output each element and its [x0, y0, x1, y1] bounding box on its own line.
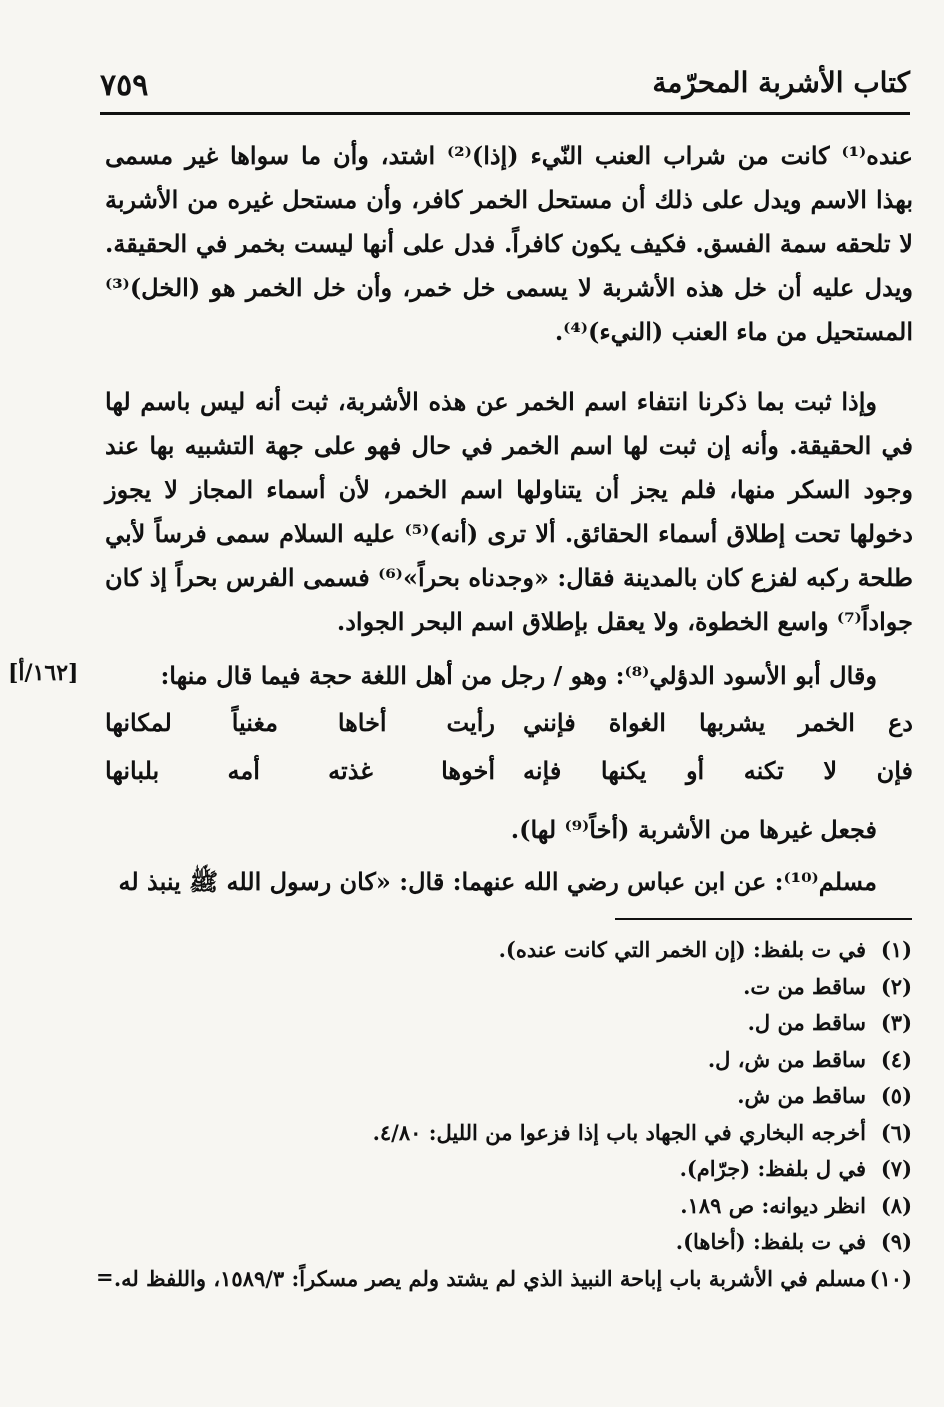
- footnote-number: (٤): [880, 1046, 912, 1072]
- paragraph-text: وإذا ثبت بما ذكرنا انتفاء اسم الخمر عن هذه الأشربة، ثبت أنه ليس باسم لها في الحقيقة. وأنه إن ثبت لها اسم الخمر في حال فهو على جهة التشبيه بها عند وجود السكر منها، فلم يجز أن يتناولها اسم الخمر، لأن أسماء المجاز لا يجوز دخولها تحت إطلاق أسماء الحقائق. ألا ترى (أنه)⁽⁵⁾ عليه السلام سمى فرساً لأبي طلحة ركبه لفزع كان بالمدينة فقال: «وجدناه بحراً»⁽⁶⁾ فسمى الفرس بحراً إذ كان جواداً⁽⁷⁾ واسع الخطوة، ولا يعقل بإطلاق اسم البحر الجواد.: [105, 387, 913, 636]
- body-paragraph-2: [105, 380, 913, 644]
- footnote: [100, 1188, 912, 1225]
- body-paragraph-5: [105, 860, 913, 904]
- verse-second-hemistich: رأيت أخاها مغنياً لمكانها: [105, 708, 495, 737]
- footnote-number: (٥): [880, 1083, 912, 1108]
- verse-second-hemistich: أخوها غذته أمه بلبانها: [105, 756, 495, 785]
- header-rule: [100, 112, 910, 115]
- book-title: كتاب الأشربة المحرّمة: [652, 66, 910, 99]
- footnote: [100, 1224, 912, 1261]
- paragraph-text: وقال أبو الأسود الدؤلي⁽⁸⁾: وهو / رجل من أهل اللغة حجة فيما قال منها:: [160, 661, 877, 690]
- footnote: [100, 1151, 912, 1188]
- footnote-text: في ل بلفظ: (جرّام).: [679, 1156, 866, 1181]
- footnote-text: في ت بلفظ: (إن الخمر التي كانت عنده).: [498, 937, 866, 962]
- footnote-number: (١): [880, 937, 912, 962]
- poem-verse-2: [105, 756, 913, 800]
- footnote: [100, 1115, 912, 1152]
- footnote-number: (٦): [880, 1119, 912, 1145]
- poem-verse-1: [105, 708, 913, 752]
- footnote: [100, 1042, 912, 1079]
- manuscript-folio-marker: [١٦٢/أ]: [8, 660, 79, 686]
- footnote-number: (٨): [880, 1192, 912, 1218]
- verse-first-hemistich: فإن لا تكنه أو يكنها فإنه: [523, 756, 913, 785]
- footnote-separator: [615, 918, 912, 920]
- footnote-text: انظر ديوانه: ص ١٨٩.: [680, 1192, 866, 1218]
- footnote-text: ساقط من ت.: [743, 973, 866, 999]
- body-paragraph-3: [105, 654, 913, 698]
- footnote: [100, 1078, 912, 1115]
- footnote-number: (٩): [880, 1229, 912, 1254]
- paragraph-text: فجعل غيرها من الأشربة (أخاً⁽⁹⁾ لها).: [510, 815, 877, 844]
- footnote-text: مسلم في الأشربة باب إباحة النبيذ الذي لم يشتد ولم يصر مسكراً: ١٥٨٩/٣، واللفظ له.: [113, 1265, 866, 1291]
- footnote-text: أخرجه البخاري في الجهاد باب إذا فزعوا من الليل: ٤/٨٠.: [372, 1119, 866, 1145]
- footnote: [100, 1005, 912, 1042]
- paragraph-text: مسلم⁽¹⁰⁾: عن ابن عباس رضي الله عنهما: قال: «كان رسول الله ﷺ ينبذ له: [118, 867, 877, 896]
- running-header: [100, 66, 910, 106]
- body-paragraph-1: [105, 134, 913, 354]
- footnote: [100, 1261, 912, 1298]
- body-paragraph-4: [105, 808, 913, 852]
- footnote-number: (٧): [880, 1156, 912, 1181]
- footnotes: [96, 932, 912, 1297]
- page-number: ٧٥٩: [100, 68, 149, 103]
- verse-first-hemistich: دع الخمر يشربها الغواة فإنني: [523, 708, 913, 737]
- footnote-number: (٢): [880, 973, 912, 999]
- footnote-text: ساقط من ش.: [737, 1083, 866, 1108]
- paragraph-text: عنده⁽¹⁾ كانت من شراب العنب النّيء (إذا)⁽²⁾ اشتد، وأن ما سواها غير مسمى بهذا الاسم ويدل على ذلك أن مستحل الخمر كافر، وأن مستحل غيره من الأشربة لا تلحقه سمة الفسق. فكيف يكون كافراً. فدل على أنها ليست بخمر في الحقيقة. ويدل عليه أن خل هذه الأشربة لا يسمى خل خمر، وأن خل الخمر هو (الخل)⁽³⁾ المستحيل من ماء العنب (النيء)⁽⁴⁾.: [105, 141, 913, 346]
- footnote-number: (١٠): [869, 1265, 912, 1291]
- footnote-text: ساقط من ش، ل.: [707, 1046, 866, 1072]
- footnote: [100, 932, 912, 969]
- footnote-text: في ت بلفظ: (أخاها).: [675, 1229, 866, 1254]
- continuation-mark: =: [96, 1263, 114, 1289]
- footnote-number: (٣): [880, 1010, 912, 1035]
- footnote-text: ساقط من ل.: [747, 1010, 866, 1035]
- footnote: [100, 969, 912, 1006]
